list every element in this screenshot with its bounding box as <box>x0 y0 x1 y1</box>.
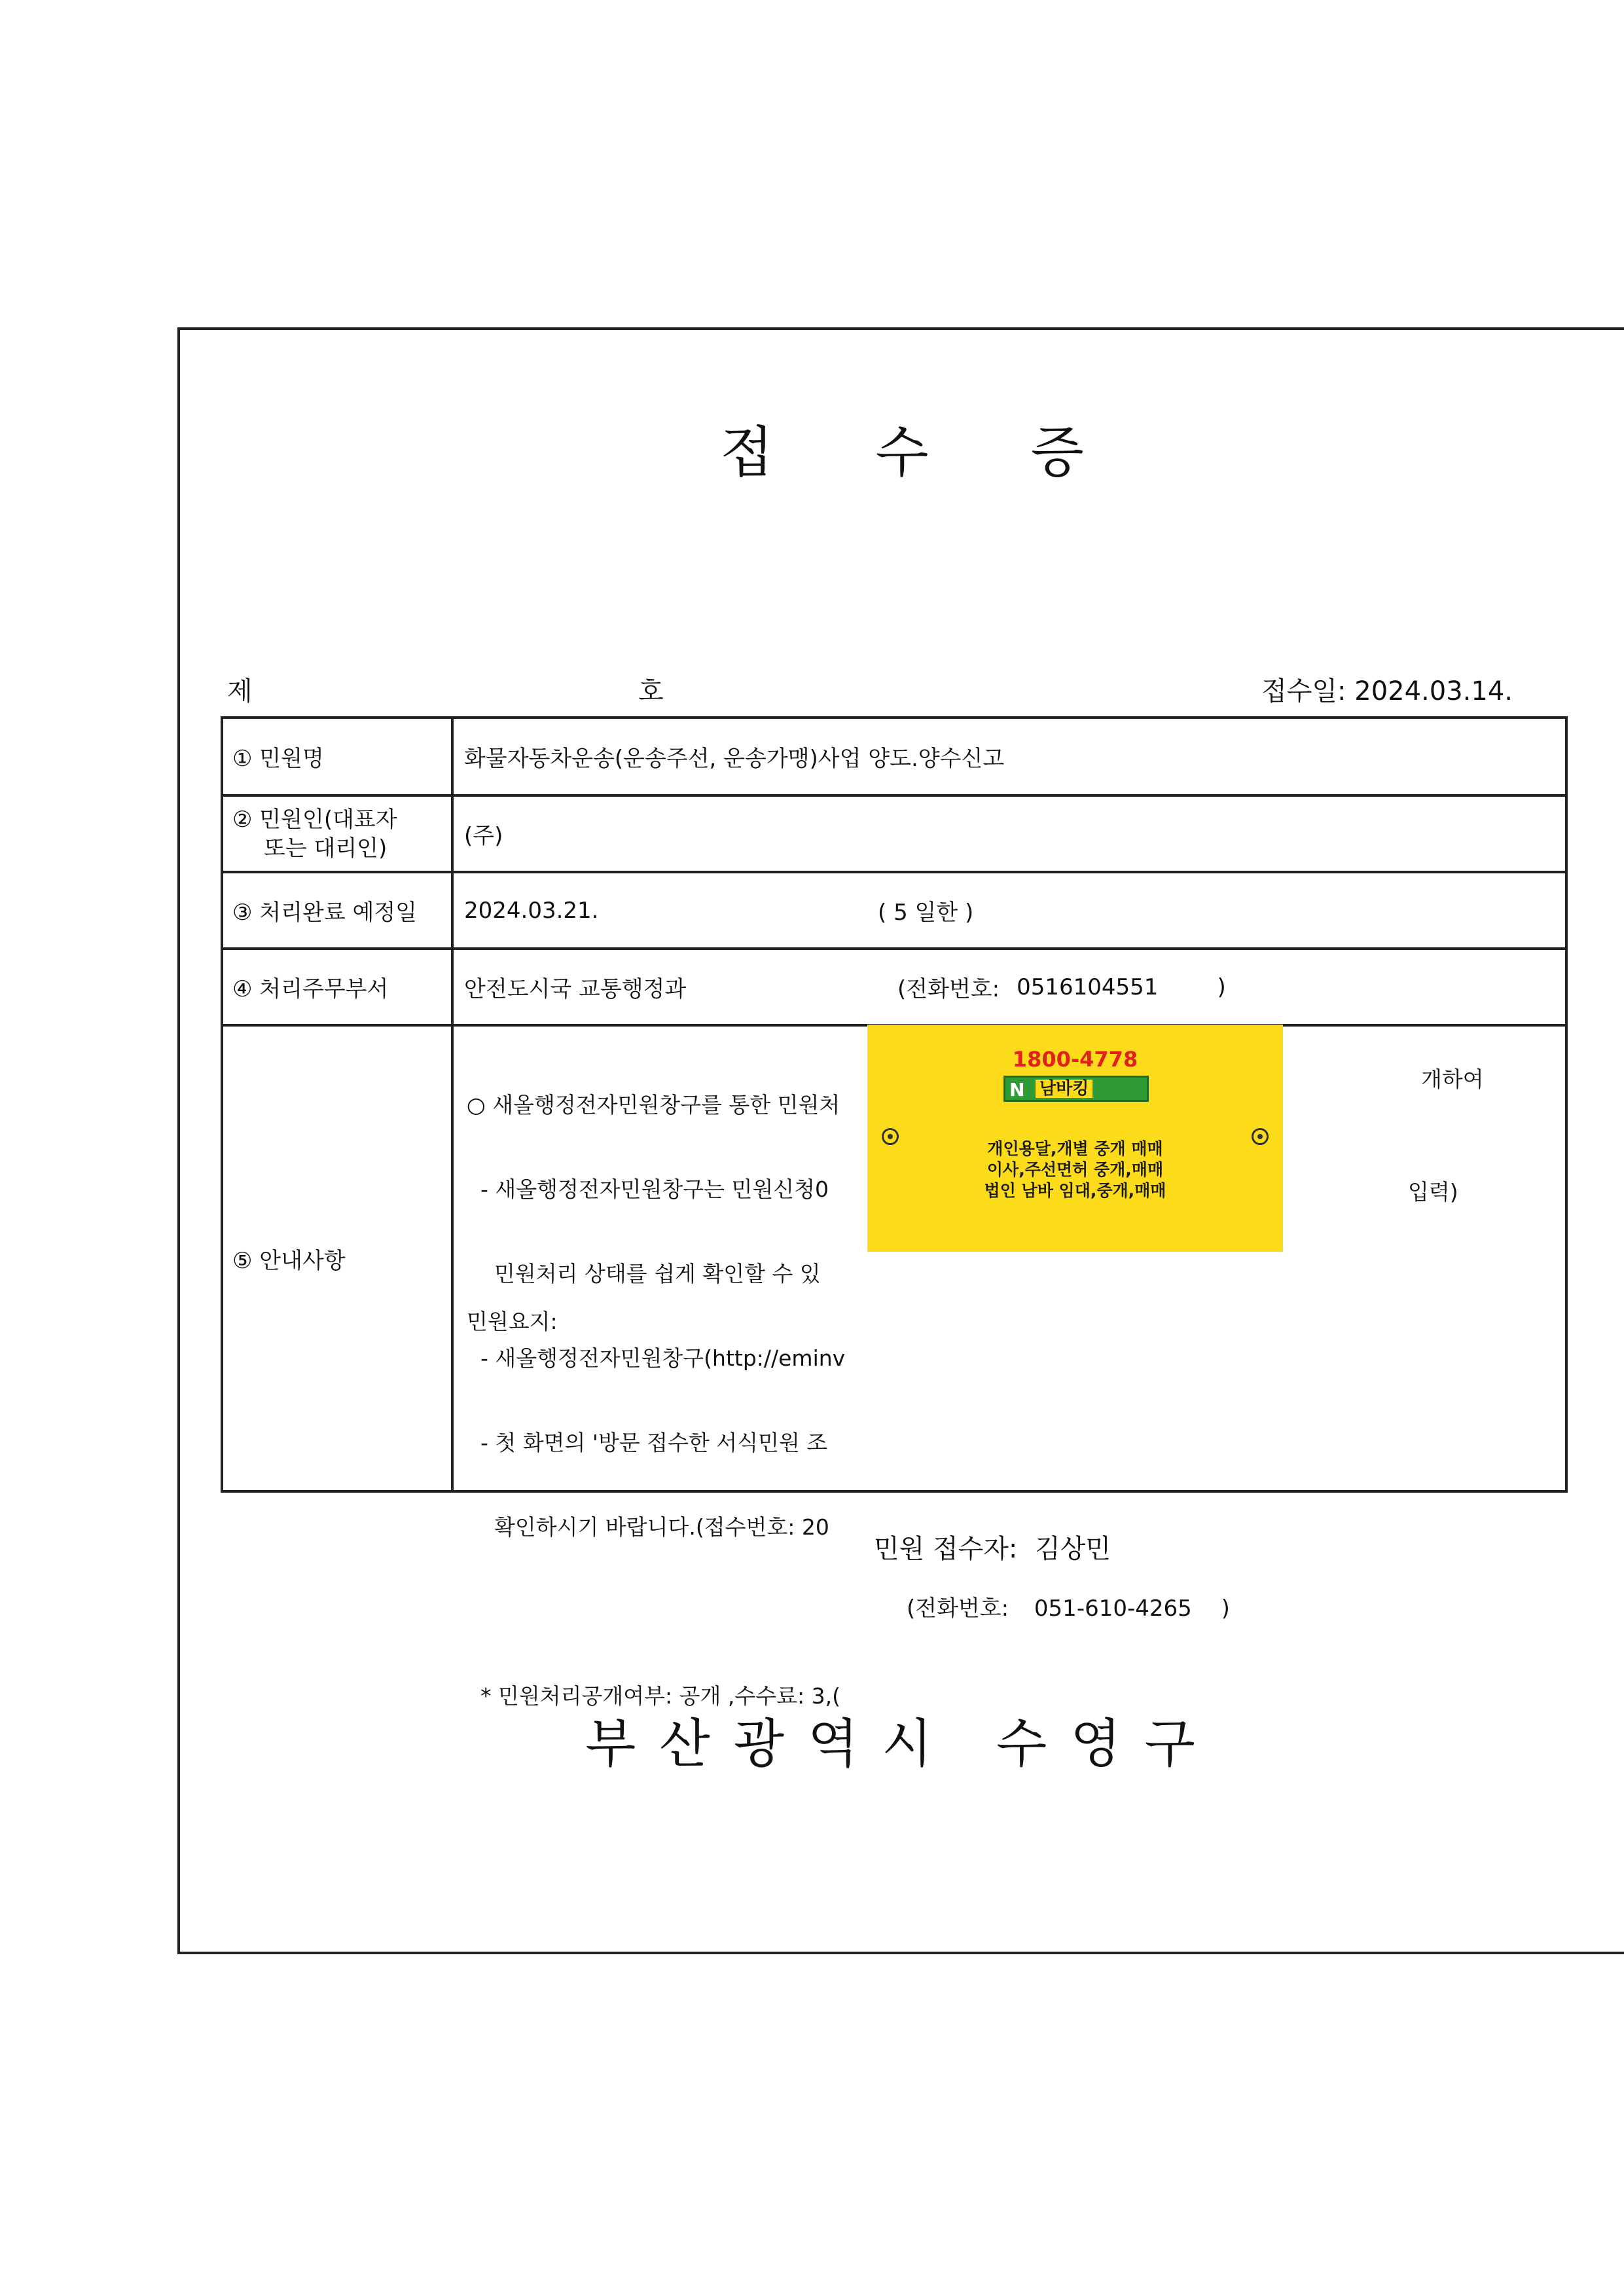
row-petitioner <box>223 797 1565 873</box>
row-department <box>223 950 1565 1027</box>
document-title <box>180 409 1624 488</box>
naver-n-icon: N <box>1009 1079 1025 1101</box>
row-label <box>223 797 454 871</box>
notice-line <box>467 1597 845 1626</box>
advert-sticker <box>867 1025 1283 1252</box>
department-phone <box>897 950 1226 1024</box>
row-label-line1: ② 민원인(대표자 <box>232 806 397 833</box>
receiver <box>874 1528 1111 1565</box>
summary-label: 민원요지: <box>467 1309 558 1334</box>
title-char-1: 접 <box>720 420 774 484</box>
receipt-date-value: 2024.03.14. <box>1354 676 1513 706</box>
row-due-date <box>223 873 1565 950</box>
sticker-phone: 1800-4778 <box>1012 1047 1138 1072</box>
phone-label: (전화번호: <box>897 976 1000 1002</box>
notice-line: - 새올행정전자민원창구(http://eminv <box>467 1345 846 1371</box>
issuing-office: 부산광역시 수영구 <box>585 1713 1219 1774</box>
row-label: ⑤ 안내사항 <box>223 1027 454 1490</box>
row-value: 화물자동차운송(운송주선, 운송가맹)사업 양도.양수신고 <box>464 746 1005 772</box>
notice-fragment: 입력) <box>1408 1179 1458 1205</box>
notice-line: 확인하시기 바랍니다.(접수번호: 20 <box>467 1514 829 1540</box>
title-char-3: 증 <box>1030 420 1084 484</box>
row-value: (주) <box>464 823 503 849</box>
header-ho: 호 <box>638 676 664 706</box>
receiver-phone-close: ) <box>1221 1595 1230 1622</box>
notice-line: - 새올행정전자민원창구는 민원신청0 <box>467 1176 829 1202</box>
header-je: 제 <box>227 676 253 706</box>
title-char-2: 수 <box>875 420 929 484</box>
processing-days: ( 5 일한 ) <box>878 900 974 926</box>
sticker-line: 법인 남바 임대,중개,매매 <box>984 1181 1166 1200</box>
row-label: ① 민원명 <box>223 719 454 794</box>
notice-fragment: 개하여 <box>1421 1066 1484 1092</box>
notice-line: 민원처리 상태를 쉽게 확인할 수 있 <box>467 1261 821 1286</box>
sticker-brand-badge <box>1003 1076 1149 1102</box>
row-value: 2024.03.21. <box>464 897 599 924</box>
row-label-line2: 또는 대리인) <box>264 835 388 862</box>
notice-line: ○ 새올행정전자민원창구를 통한 민원처 <box>467 1092 840 1118</box>
receiver-phone-value: 051-610-4265 <box>1034 1595 1192 1622</box>
receipt-date <box>1261 670 1513 708</box>
notice-line: * 민원처리공개여부: 공개 ,수수료: 3,( <box>467 1683 840 1709</box>
receiver-name: 김상민 <box>1035 1534 1111 1564</box>
receipt-date-label: 접수일: <box>1261 676 1346 706</box>
row-label: ④ 처리주무부서 <box>223 950 454 1024</box>
row-petition-name <box>223 719 1565 797</box>
sticker-line: 개인용달,개별 중개 매매 <box>987 1139 1163 1158</box>
phone-close: ) <box>1217 974 1226 1000</box>
row-label: ③ 처리완료 예정일 <box>223 873 454 947</box>
phone-value: 0516104551 <box>1017 974 1159 1000</box>
sticker-line: 이사,주선면허 중개,매매 <box>986 1160 1164 1179</box>
notice-text <box>467 1034 845 1766</box>
sticker-brand-name: 남바킹 <box>1036 1080 1092 1098</box>
receiver-phone <box>907 1590 1230 1622</box>
receiver-label: 민원 접수자: <box>874 1534 1018 1564</box>
row-value: 안전도시국 교통행정과 <box>464 976 687 1002</box>
receiver-phone-label: (전화번호: <box>907 1595 1009 1622</box>
notice-line: - 첫 화면의 '방문 접수한 서식민원 조 <box>467 1430 828 1455</box>
